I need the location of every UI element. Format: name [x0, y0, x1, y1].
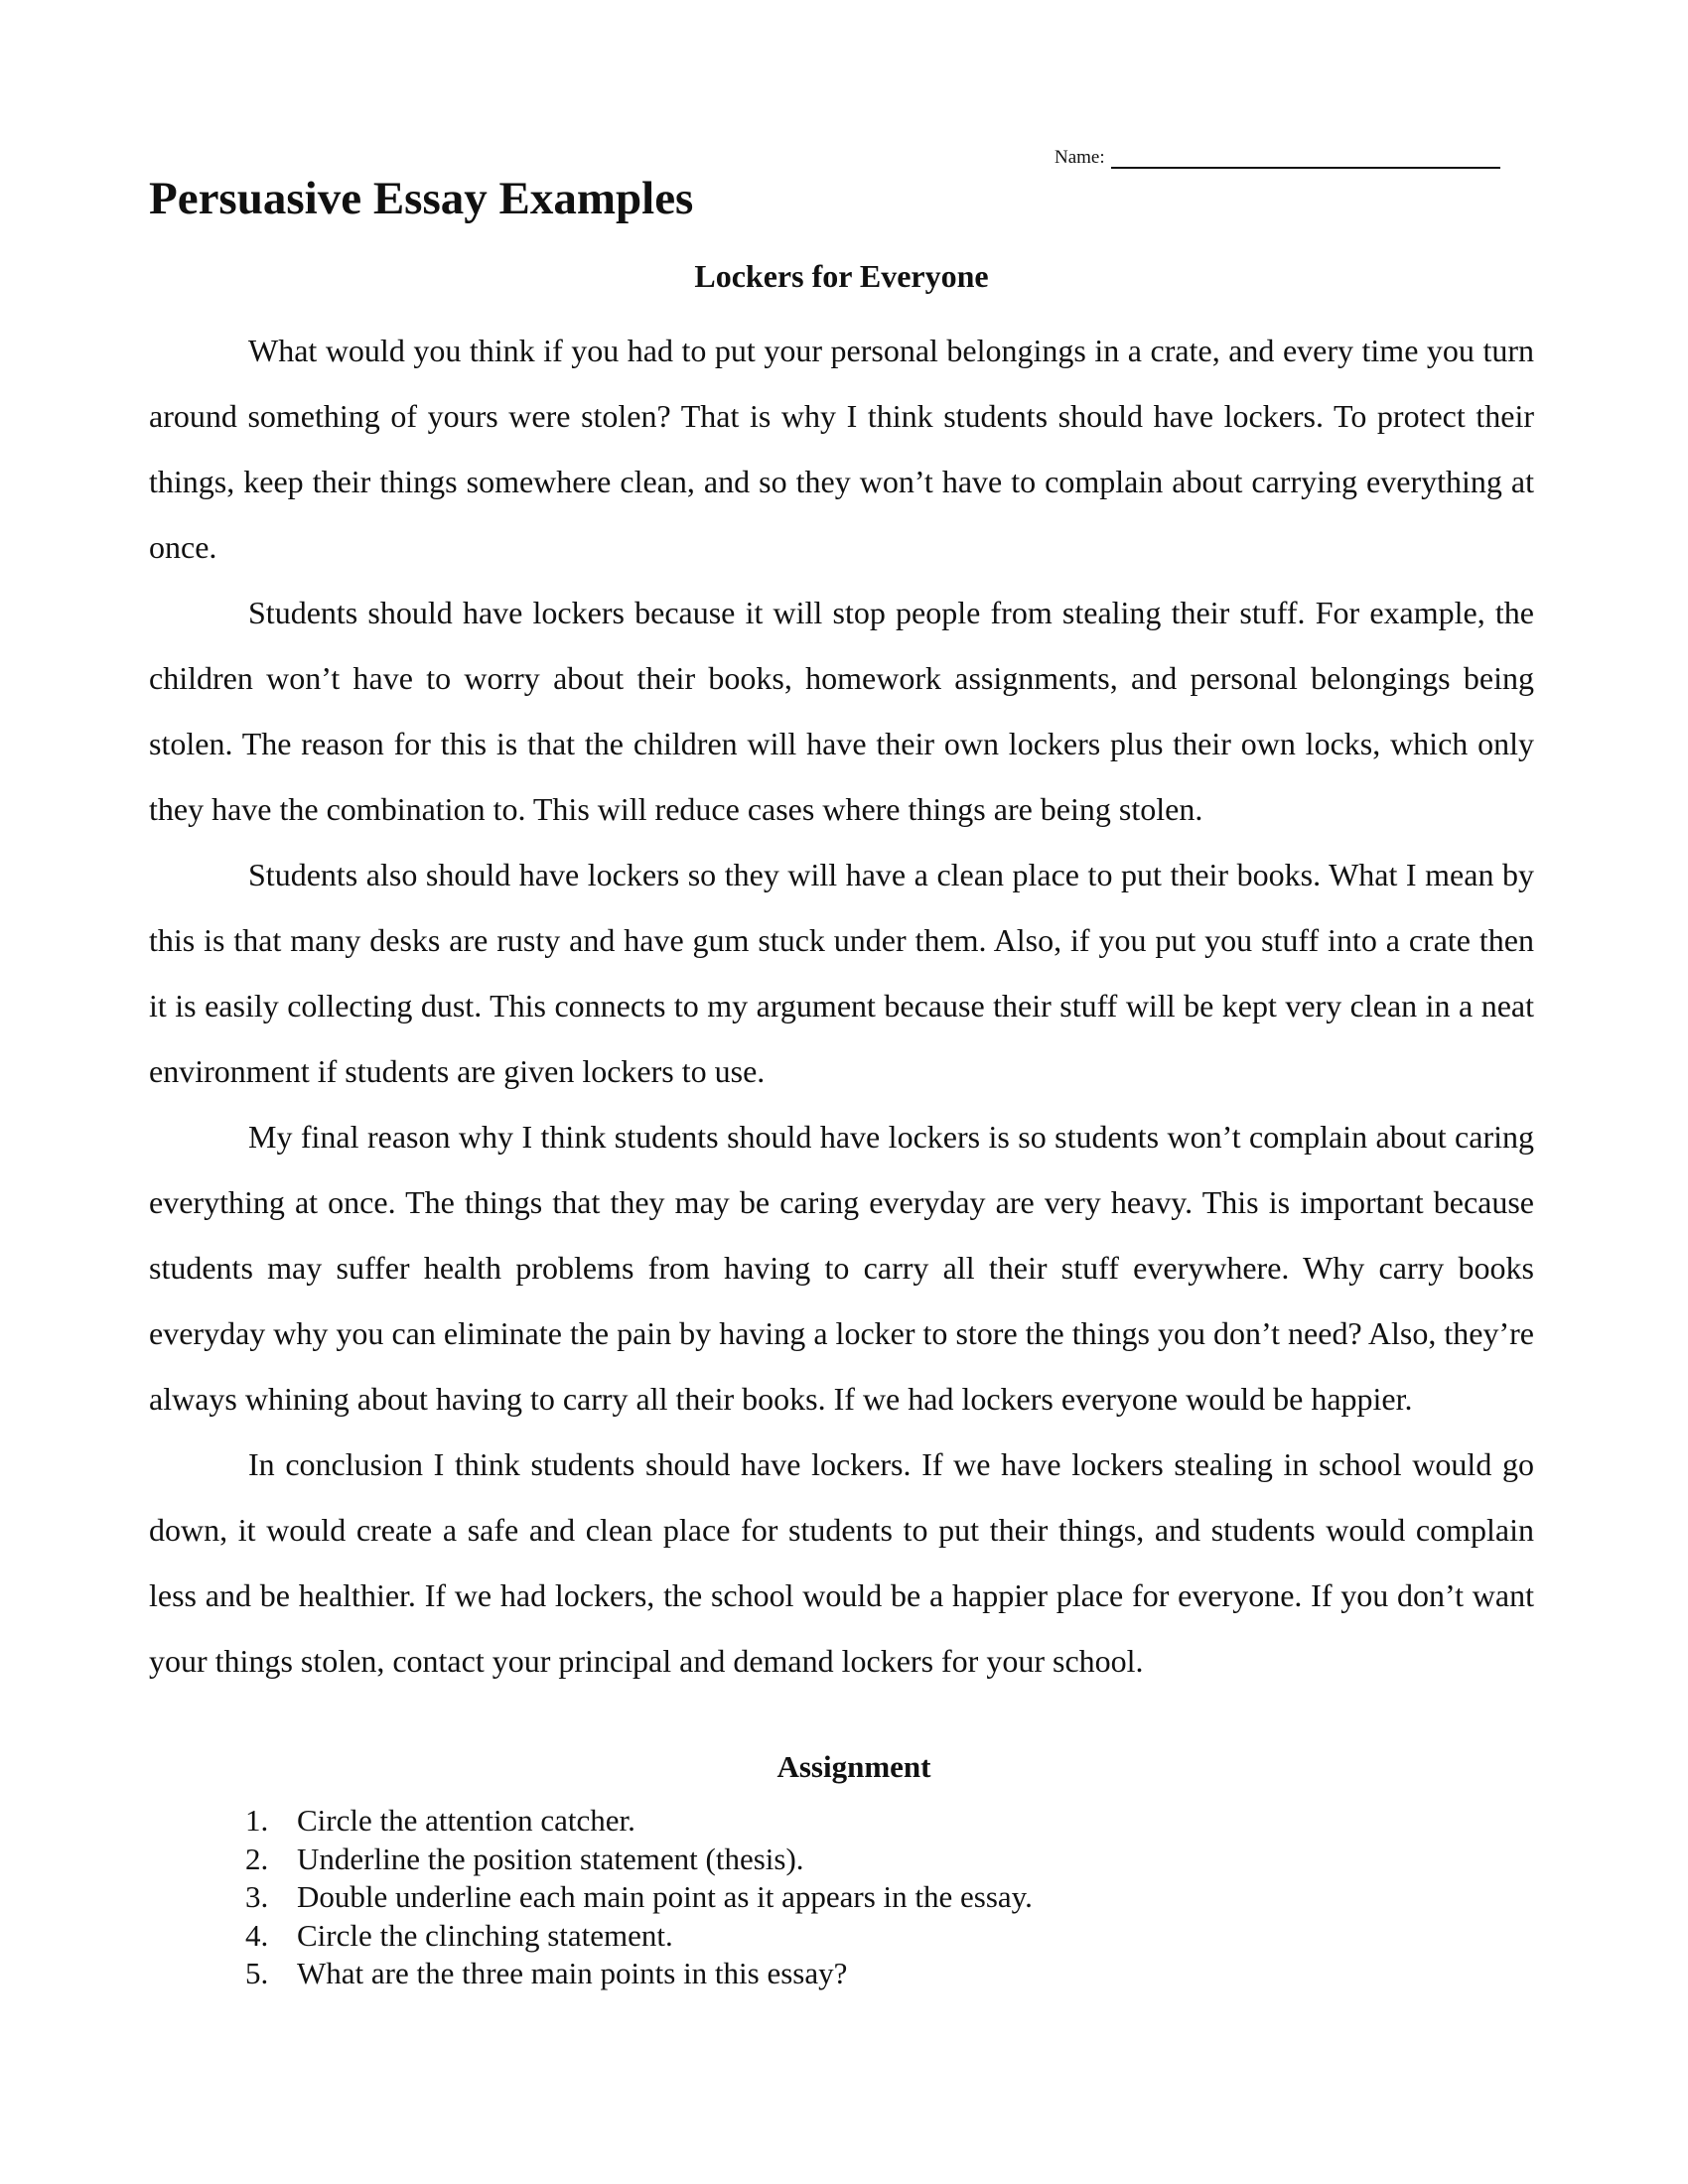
assignment-item	[245, 1878, 1033, 1917]
assignment-item-number: 1.	[245, 1803, 269, 1838]
essay-paragraph: What would you think if you had to put your personal belongings in a crate, and every time you turn around something of yours were stolen? That is why I think students should have lockers. To protect their things, keep their things somewhere clean, and so they won’t have to complain about carrying everything at once.	[149, 333, 1534, 565]
assignment-item-number: 5.	[245, 1956, 269, 1990]
page-title: Persuasive Essay Examples	[149, 173, 694, 224]
essay-paragraph: In conclusion I think students should have lockers. If we have lockers stealing in school would go down, it would create a safe and clean place for students to put their things, and students would complain less and be healthier. If we had lockers, the school would be a happier place for everyone. If you don’t want your things stolen, contact your principal and demand lockers for your school.	[149, 1446, 1534, 1679]
essay-title: Lockers for Everyone	[694, 258, 989, 294]
name-label: Name:	[1055, 147, 1105, 168]
assignment-item-text: Circle the clinching statement.	[297, 1917, 673, 1953]
assignment-item	[245, 1802, 1033, 1841]
essay-paragraph: My final reason why I think students should have lockers is so students won’t complain about caring everything at once. The things that they may be caring everyday are very heavy. This is important because students may suffer health problems from having to carry all their stuff everywhere. Why carry books everyday why you can eliminate the pain by having a locker to store the things you don’t need? Also, they’re always whining about having to carry all their books. If we had lockers everyone would be happier.	[149, 1119, 1534, 1417]
name-field	[1055, 147, 1500, 169]
assignment-item-text: Circle the attention catcher.	[297, 1803, 635, 1838]
assignment-item-text: Double underline each main point as it appears in the essay.	[297, 1879, 1033, 1914]
assignment-item-number: 2.	[245, 1841, 269, 1876]
essay-paragraph: Students also should have lockers so they will have a clean place to put their books. What I mean by this is that many desks are rusty and have gum stuck under them. Also, if you put you stuff into a crate then it is easily collecting dust. This connects to my argument because their stuff will be kept very clean in a neat environment if students are given lockers to use.	[149, 857, 1534, 1089]
assignment-heading: Assignment	[776, 1749, 931, 1784]
assignment-item-number: 4.	[245, 1917, 269, 1953]
essay-body	[149, 318, 1534, 1694]
assignment-list	[245, 1802, 1033, 1993]
assignment-item	[245, 1841, 1033, 1879]
assignment-item-number: 3.	[245, 1879, 269, 1914]
assignment-item	[245, 1917, 1033, 1956]
name-blank-line[interactable]	[1111, 147, 1500, 169]
assignment-item-text: What are the three main points in this essay?	[297, 1956, 848, 1990]
assignment-item	[245, 1955, 1033, 1993]
essay-paragraph: Students should have lockers because it will stop people from stealing their stuff. For example, the children won’t have to worry about their books, homework assignments, and personal belongings being stolen. The reason for this is that the children will have their own lockers plus their own locks, which only they have the combination to. This will reduce cases where things are being stolen.	[149, 595, 1534, 827]
assignment-item-text: Underline the position statement (thesis).	[297, 1841, 804, 1876]
